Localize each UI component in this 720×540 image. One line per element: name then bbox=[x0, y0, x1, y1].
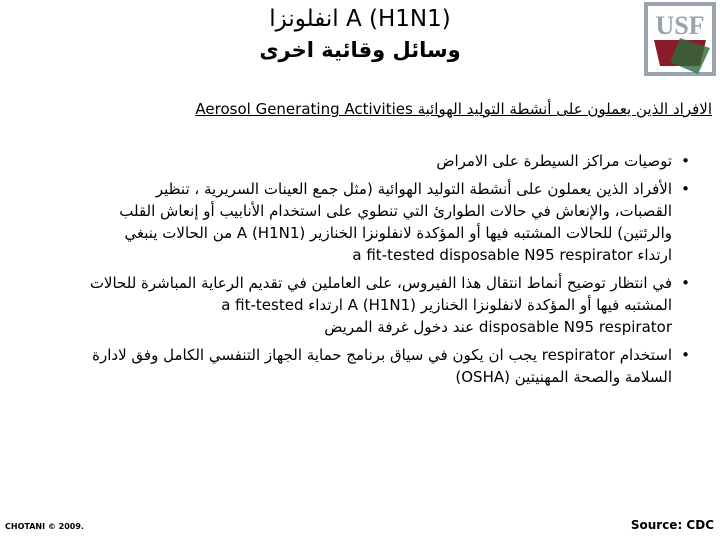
usf-logo-icon bbox=[640, 0, 720, 80]
bullet-text: المشتبه فيها أو المؤكدة لانفلونزا الخنازير A (H1N1) ارتداء a fit-tested bbox=[221, 296, 672, 314]
bullet-item bbox=[30, 150, 690, 172]
bullet-text: • توصيات مراكز السيطرة على الامراض bbox=[436, 152, 672, 170]
subtitle: الافراد الذين يعملون على أنشطة التوليد الهوائية Aerosol Generating Activities bbox=[195, 100, 712, 118]
bullet-item bbox=[30, 178, 690, 266]
bullet-text: ارتداء a fit-tested disposable N95 respirator bbox=[352, 246, 672, 264]
usf-logo bbox=[640, 0, 720, 80]
bullet-text: والرئتين) للحالات المشتبه فيها أو المؤكدة لانفلونزا الخنازير A (H1N1) من الحالات ينبغي bbox=[124, 224, 672, 242]
bullet-text: القصبات، والإنعاش في حالات الطوارئ التي تنطوي على استخدام الأنابيب أو إنعاش القلب bbox=[119, 202, 672, 220]
bullet-text: • في انتظار توضيح أنماط انتقال هذا الفيروس، على العاملين في تقديم الرعاية المباشرة للحالات bbox=[89, 274, 672, 292]
bullet-text: السلامة والصحة المهنيتين (OSHA) bbox=[455, 368, 672, 386]
copyright: CHOTANI © 2009. bbox=[5, 522, 84, 531]
bullet-text: • الأفراد الذين يعملون على أنشطة التوليد الهوائية (مثل جمع العينات السريرية ، تنظير bbox=[155, 180, 672, 198]
title-line-2: وسائل وقائية اخرى bbox=[259, 38, 461, 62]
logo-letters: USF bbox=[655, 11, 705, 40]
bullet-list bbox=[30, 150, 690, 394]
bullet-item bbox=[30, 344, 690, 388]
bullet-text: • استخدام respirator يجب ان يكون في سياق برنامج حماية الجهاز التنفسي الكامل وفق لادارة bbox=[92, 346, 672, 364]
source-credit: Source: CDC bbox=[630, 518, 714, 532]
title-line-1: (H1N1) A انفلونزا bbox=[269, 6, 451, 32]
bullet-text: disposable N95 respirator عند دخول غرفة المريض bbox=[324, 318, 672, 336]
bullet-item bbox=[30, 272, 690, 338]
